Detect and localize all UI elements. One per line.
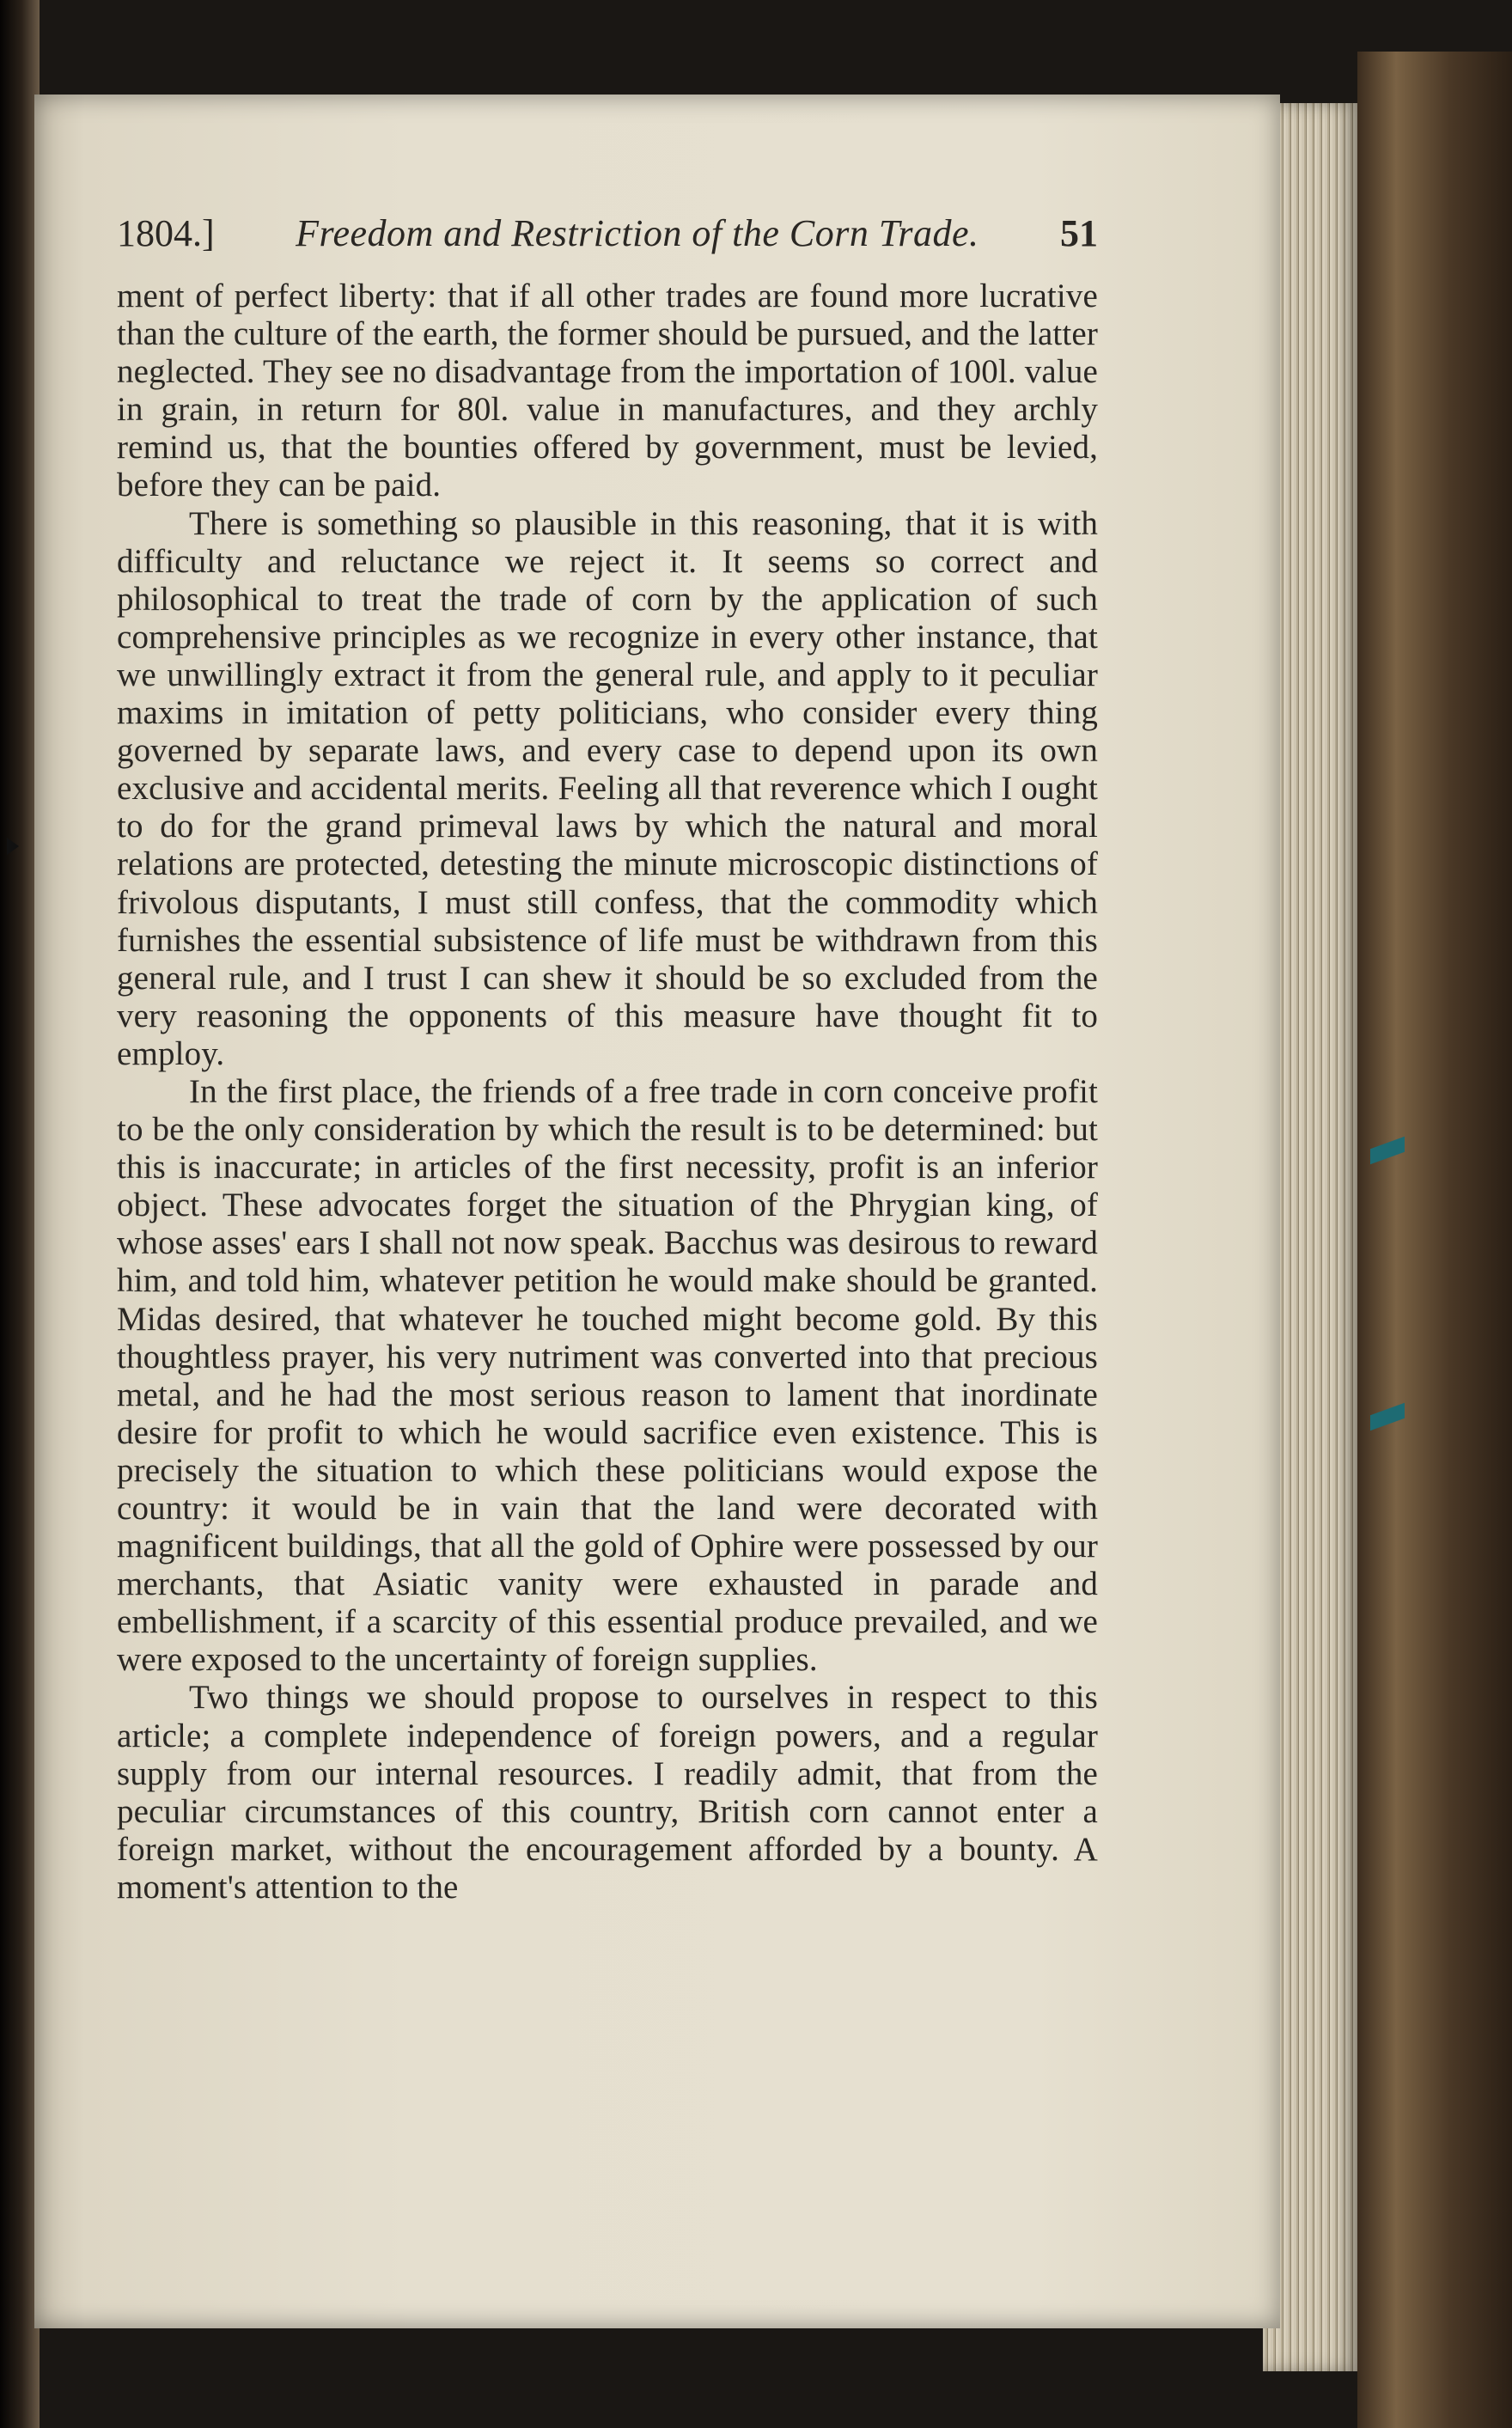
book-cover-edge bbox=[1357, 52, 1512, 2428]
paragraph: ment of perfect liberty: that if all other trades are found more lucrative than the culture of the earth, the former should be pursued, and the latter neglected. They see no disadvantage from the importation of 100l. value in grain, in return for 80l. value in manufactures, and they archly remind us, that the bounties offered by government, must be levied, before they can be paid. bbox=[117, 278, 1098, 504]
page-number: 51 bbox=[1060, 212, 1098, 254]
paragraph: Two things we should propose to ourselves in respect to this article; a complete independence of foreign powers, and a regular supply from our internal resources. I readily admit, that from the peculiar circumstances of this country, British corn cannot enter a foreign market, without the encouragement afforded by a bounty. A moment's attention to the bbox=[117, 1679, 1098, 1906]
body-text bbox=[117, 278, 1098, 1906]
running-head-title: Freedom and Restriction of the Corn Trade. bbox=[296, 212, 979, 254]
page-content bbox=[117, 211, 1098, 1906]
paragraph: In the first place, the friends of a free trade in corn conceive profit to be the only consideration by which the result is to be determined: but this is inaccurate; in articles of the first necessity, profit is an inferior object. These advocates forget the situation of the Phrygian king, of whose asses' ears I shall not now speak. Bacchus was desirous to reward him, and told him, whatever petition he would make should be granted. Midas desired, that whatever he touched might become gold. By this thoughtless prayer, his very nutriment was converted into that precious metal, and he had the most serious reason to lament that inordinate desire for profit to which he would sacrifice even existence. This is precisely the situation to which these politicians would expose the country: it would be in vain that the land were decorated with magnificent buildings, that all the gold of Ophire were possessed by our merchants, that Asiatic vanity were exhausted in parade and embellishment, if a scarcity of this essential produce prevailed, and we were exposed to the uncertainty of foreign supplies. bbox=[117, 1072, 1098, 1679]
running-head-year: 1804.] bbox=[117, 212, 215, 254]
running-head bbox=[117, 211, 1098, 255]
margin-arrow-icon bbox=[7, 838, 19, 855]
paragraph: There is something so plausible in this reasoning, that it is with difficulty and reluctance we reject it. It seems so correct and philosophical to treat the trade of corn by the application of such comprehensive principles as we recognize in every other instance, that we unwillingly extract it from the general rule, and apply to it peculiar maxims in imitation of petty politicians, who consider every thing governed by separate laws, and every case to depend upon its own exclusive and accidental merits. Feeling all that reverence which I ought to do for the grand primeval laws by which the natural and moral relations are protected, detesting the minute microscopic distinctions of frivolous disputants, I must still confess, that the commodity which furnishes the essential subsistence of life must be withdrawn from this general rule, and I trust I can shew it should be so excluded from the very reasoning the opponents of this measure have thought fit to employ. bbox=[117, 504, 1098, 1072]
